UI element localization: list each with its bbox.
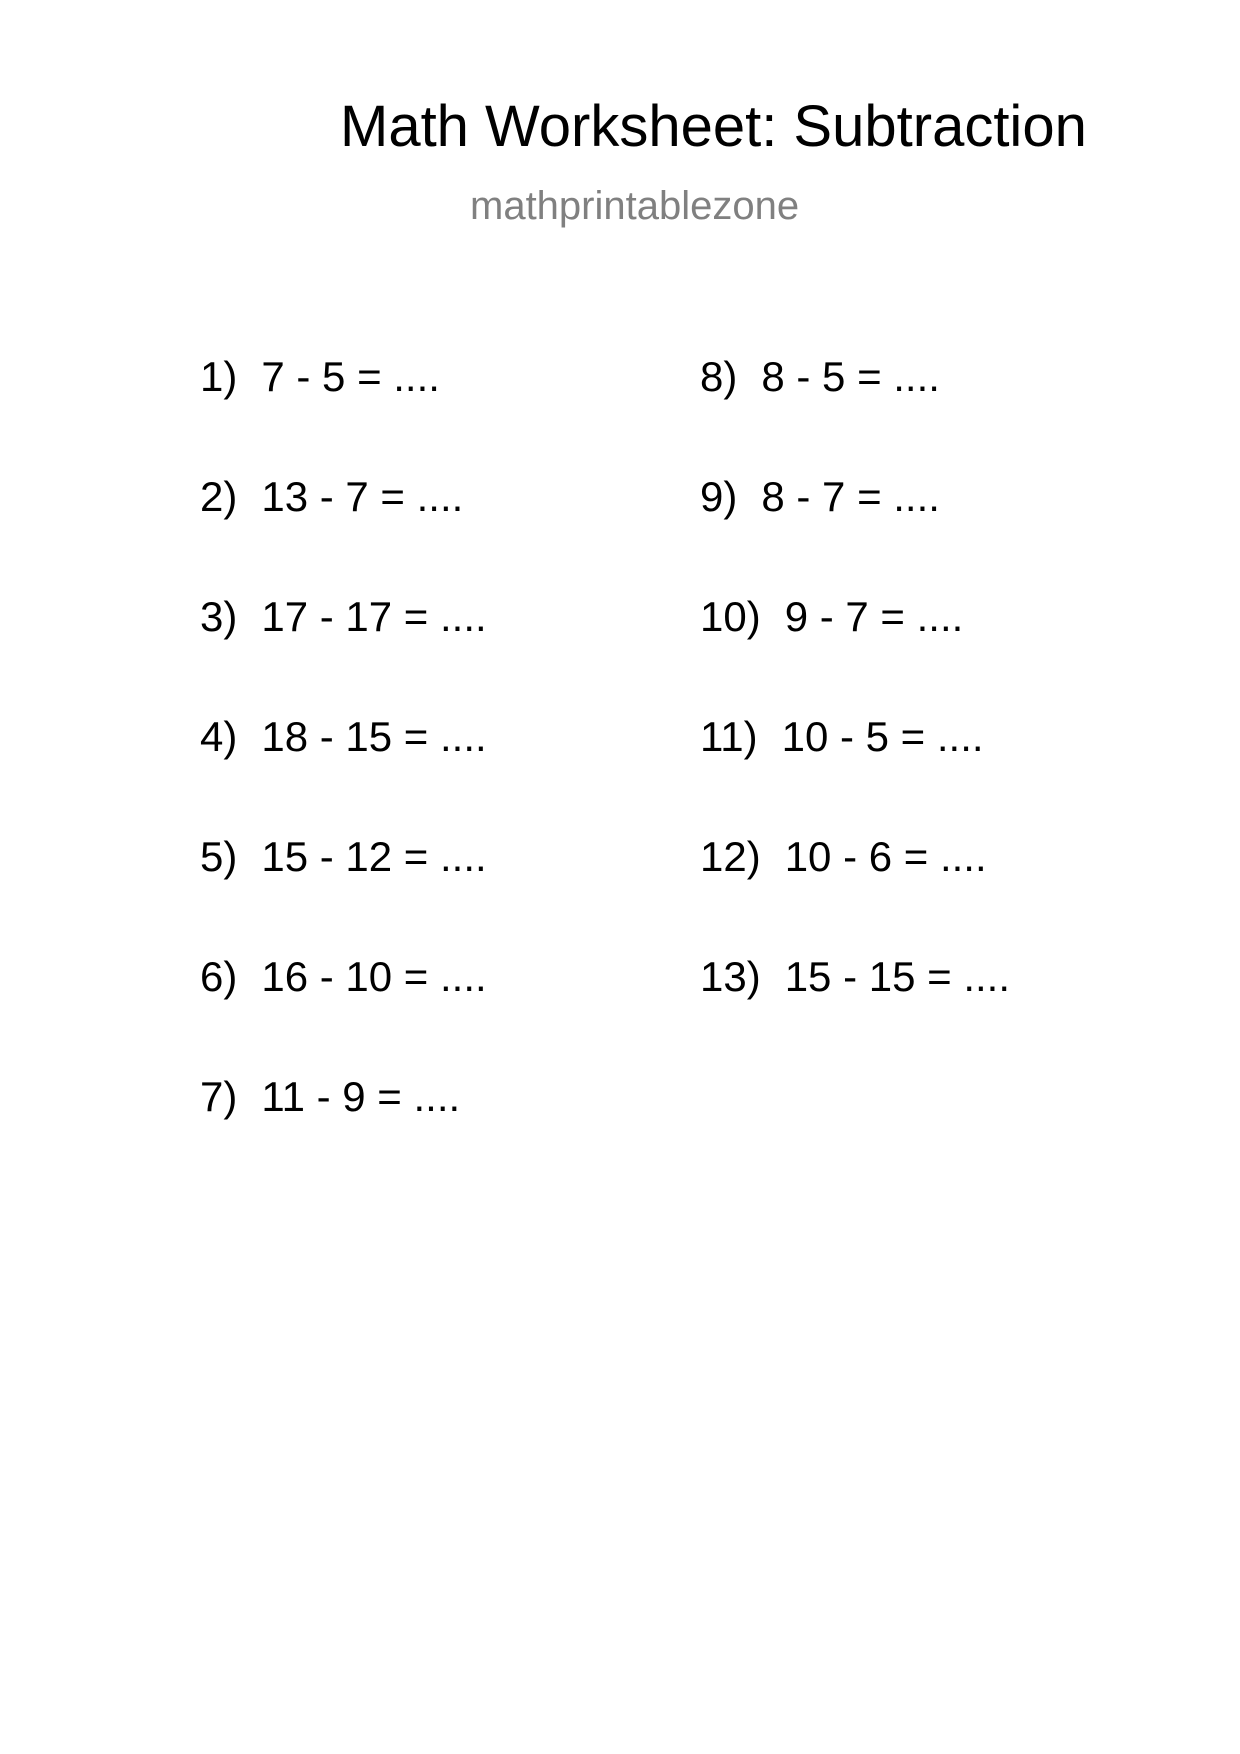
problem-number: 5) [200,833,238,880]
problem-number: 13) [700,953,761,1000]
problem-expression: 8 - 5 = .... [761,353,940,400]
problem-expression: 10 - 6 = .... [784,833,987,880]
problem-expression: 11 - 9 = .... [261,1073,461,1120]
problem-item [200,593,487,640]
problem-number: 2) [200,473,238,520]
problem-item [200,473,464,520]
problem-number: 10) [700,593,761,640]
problem-item [200,713,487,760]
problem-item [700,593,964,640]
problem-number: 8) [700,353,738,400]
problem-item [700,953,1011,1000]
problem-item [700,833,987,880]
problem-item [700,353,940,400]
problem-item [200,1073,461,1120]
problem-number: 3) [200,593,238,640]
problem-number: 1) [200,353,238,400]
problem-item [700,713,984,760]
problem-expression: 17 - 17 = .... [261,593,487,640]
problem-expression: 7 - 5 = .... [261,353,440,400]
problem-expression: 13 - 7 = .... [261,473,464,520]
problem-number: 7) [200,1073,238,1120]
problem-number: 6) [200,953,238,1000]
problem-number: 11) [700,713,758,760]
problem-item [200,353,440,400]
problem-number: 9) [700,473,738,520]
problem-item [700,473,940,520]
problem-expression: 9 - 7 = .... [784,593,964,640]
page-title: Math Worksheet: Subtraction [340,94,1087,159]
problem-number: 4) [200,713,238,760]
problem-expression: 8 - 7 = .... [761,473,940,520]
problem-item [200,953,487,1000]
problem-expression: 18 - 15 = .... [261,713,487,760]
problem-number: 12) [700,833,761,880]
page-subtitle: mathprintablezone [470,184,800,228]
problem-expression: 10 - 5 = .... [781,713,984,760]
problem-expression: 16 - 10 = .... [261,953,487,1000]
problem-expression: 15 - 12 = .... [261,833,487,880]
problem-expression: 15 - 15 = .... [784,953,1011,1000]
problem-item [200,833,487,880]
